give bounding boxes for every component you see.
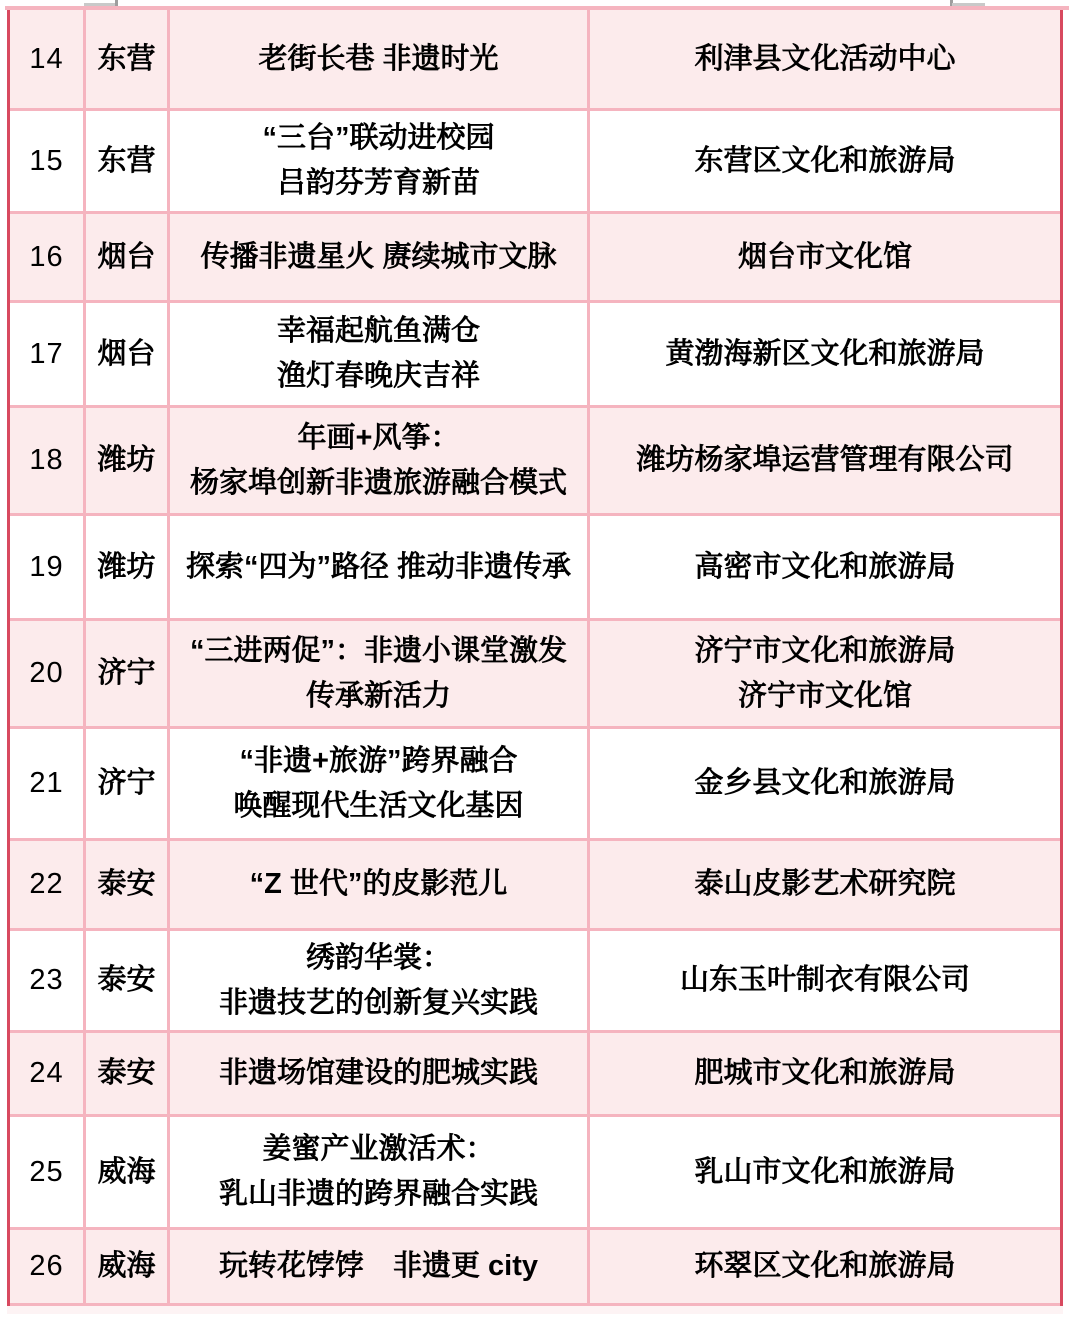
cell-organization (587, 841, 1060, 928)
cell-city: 威海 (83, 1230, 167, 1303)
table-row (10, 621, 1060, 729)
cell-project-title (167, 1033, 587, 1114)
project-title-line: “三进两促”：非遗小课堂激发 (189, 634, 567, 667)
table-row (10, 408, 1060, 516)
cell-row-number: 14 (29, 42, 64, 75)
cell-organization (587, 516, 1060, 618)
table-row (10, 1230, 1060, 1306)
project-title-line: 幸福起航鱼满仓 (276, 315, 480, 347)
organization-line: 金乡县文化和旅游局 (694, 767, 956, 799)
cell-organization (587, 10, 1060, 108)
project-title-line: 年画+风筝： (297, 421, 460, 454)
project-title-line: 杨家埠创新非遗旅游融合模式 (189, 466, 567, 499)
cell-city: 东营 (83, 10, 167, 108)
cell-organization (587, 303, 1060, 405)
cell-organization (587, 1033, 1060, 1114)
cell-row-number: 26 (29, 1250, 64, 1282)
table-row (10, 214, 1060, 303)
cell-project-title (167, 10, 587, 108)
cell-organization (587, 931, 1060, 1030)
table-row (10, 1033, 1060, 1117)
table-row (10, 111, 1060, 214)
project-title-line: 乳山非遗的跨界融合实践 (218, 1178, 538, 1210)
organization-line: 利津县文化活动中心 (694, 42, 956, 75)
cell-row-number: 21 (29, 767, 64, 799)
cell-project-title (167, 931, 587, 1030)
cell-row-number: 15 (29, 144, 64, 177)
project-title-line: 非遗场馆建设的肥城实践 (218, 1057, 538, 1089)
cell-project-title (167, 621, 587, 726)
cell-city: 泰安 (83, 1033, 167, 1114)
cell-project-title (167, 841, 587, 928)
organization-line: 黄渤海新区文化和旅游局 (665, 337, 985, 370)
cell-organization (587, 1230, 1060, 1303)
cell-row-number: 24 (29, 1057, 64, 1089)
organization-line: 乳山市文化和旅游局 (694, 1155, 956, 1188)
project-title-line: “非遗+旅游”跨界融合 (239, 744, 518, 777)
project-title-line: 探索“四为”路径 推动非遗传承 (185, 550, 572, 583)
organization-line: 环翠区文化和旅游局 (694, 1250, 956, 1282)
organization-line: 高密市文化和旅游局 (694, 550, 956, 583)
cell-city: 潍坊 (83, 408, 167, 513)
cell-row-number: 20 (29, 657, 64, 689)
organization-line: 济宁市文化和旅游局 (694, 634, 956, 667)
project-title-line: “三台”联动进校园 (262, 122, 495, 154)
cell-row-number: 19 (29, 550, 64, 583)
cell-city: 烟台 (83, 303, 167, 405)
project-title-line: 老街长巷 非遗时光 (258, 42, 499, 75)
organization-line: 烟台市文化馆 (737, 240, 912, 273)
cell-city: 济宁 (83, 729, 167, 838)
table-row (10, 303, 1060, 408)
cell-city: 泰安 (83, 931, 167, 1030)
organization-line: 东营区文化和旅游局 (694, 144, 956, 177)
table-row (10, 729, 1060, 841)
cell-city: 烟台 (83, 214, 167, 300)
cell-project-title (167, 1117, 587, 1227)
table-row (10, 516, 1060, 621)
cell-organization (587, 408, 1060, 513)
cell-project-title (167, 111, 587, 211)
organization-line: 济宁市文化馆 (737, 679, 912, 712)
organization-line: 肥城市文化和旅游局 (694, 1057, 956, 1089)
organization-line: 山东玉叶制衣有限公司 (679, 964, 970, 996)
cell-project-title (167, 516, 587, 618)
cell-city: 威海 (83, 1117, 167, 1227)
cell-city: 东营 (83, 111, 167, 211)
project-title-line: 唤醒现代生活文化基因 (233, 789, 524, 822)
project-title-line: 绣韵华裳： (305, 941, 451, 974)
table-row (10, 1117, 1060, 1230)
cell-project-title (167, 408, 587, 513)
project-title-line: “Z 世代”的皮影范儿 (249, 868, 508, 900)
cell-project-title (167, 1230, 587, 1303)
table-bottom-sliver (7, 1306, 1063, 1314)
table-row (10, 841, 1060, 931)
project-title-line: 传播非遗星火 赓续城市文脉 (200, 240, 557, 273)
cell-organization (587, 111, 1060, 211)
cell-organization (587, 621, 1060, 726)
cell-organization (587, 1117, 1060, 1227)
project-title-line: 传承新活力 (305, 679, 451, 712)
project-title-line: 玩转花饽饽 非遗更 city (218, 1250, 539, 1282)
cell-city: 泰安 (83, 841, 167, 928)
cell-row-number: 17 (29, 337, 64, 370)
cell-project-title (167, 729, 587, 838)
cell-city: 潍坊 (83, 516, 167, 618)
cell-project-title (167, 303, 587, 405)
cell-city: 济宁 (83, 621, 167, 726)
cell-organization (587, 729, 1060, 838)
table-row (10, 10, 1060, 111)
cell-row-number: 22 (29, 868, 64, 900)
project-title-line: 渔灯春晚庆吉祥 (276, 360, 480, 392)
cell-row-number: 23 (29, 964, 64, 996)
project-title-line: 吕韵芬芳育新苗 (276, 167, 480, 199)
cell-project-title (167, 214, 587, 300)
cell-row-number: 25 (29, 1155, 64, 1188)
cell-row-number: 18 (29, 444, 64, 476)
project-title-line: 姜蜜产业激活术： (262, 1133, 495, 1165)
project-title-line: 非遗技艺的创新复兴实践 (218, 986, 538, 1019)
heritage-projects-table (7, 10, 1063, 1306)
organization-line: 泰山皮影艺术研究院 (694, 868, 956, 900)
organization-line: 潍坊杨家埠运营管理有限公司 (636, 444, 1014, 476)
cell-row-number: 16 (29, 240, 64, 273)
table-row (10, 931, 1060, 1033)
cell-organization (587, 214, 1060, 300)
